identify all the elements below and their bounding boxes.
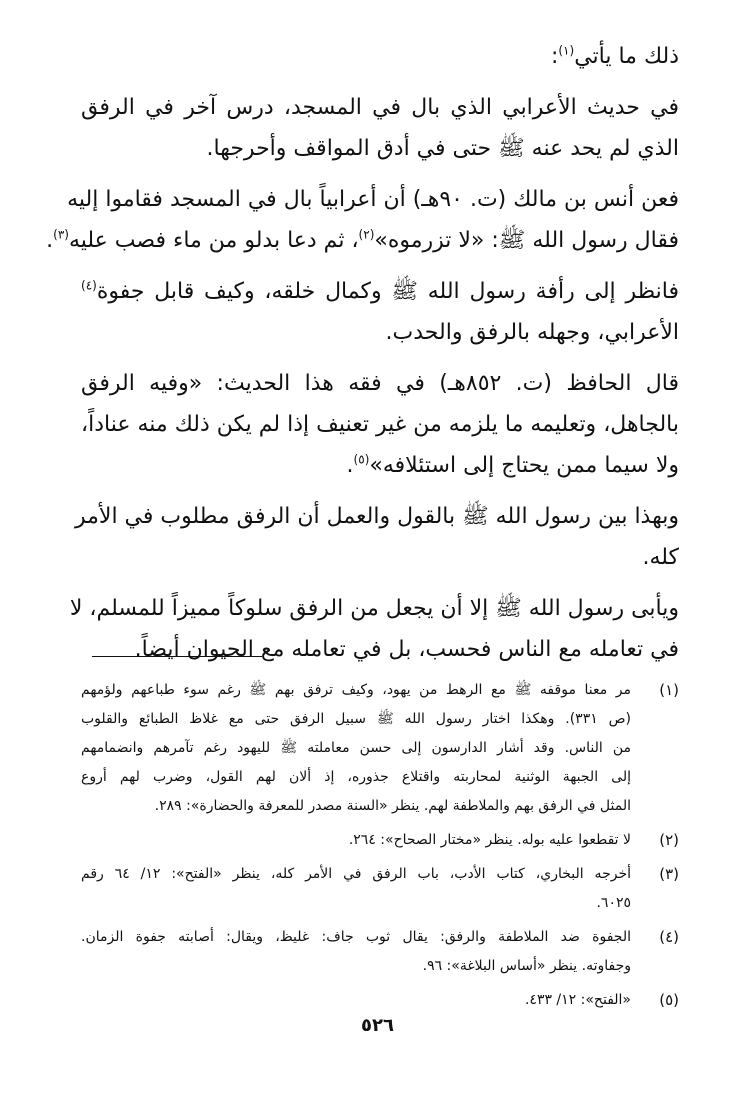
text-line: في حديث الأعرابي الذي بال في المسجد، درس آخر في الرفق xyxy=(81,95,679,120)
footnote-line: مر معنا موقفه ﷺ مع الرهط من يهود، وكيف ترفق بهم ﷺ رغم سوء طباعهم ولؤمهم xyxy=(81,682,631,698)
text-line: وبهذا بين رسول الله ﷺ بالقول والعمل أن الرفق مطلوب في الأمر xyxy=(74,504,679,529)
text-line: الأعرابي، وجهله بالرفق والحدب. xyxy=(385,320,679,345)
footnote-ref: (٢) xyxy=(358,227,375,242)
text-line: ويأبى رسول الله ﷺ إلا أن يجعل من الرفق سلوكاً مميزاً للمسلم، لا xyxy=(69,596,679,621)
footnote xyxy=(81,826,679,855)
text-line: في تعامله مع الناس فحسب، بل في تعامله مع الحيوان أيضاً. xyxy=(134,637,679,662)
footnote-number: (٤) xyxy=(659,928,679,946)
footnote xyxy=(81,676,679,821)
footnote-number: (٣) xyxy=(659,865,679,883)
footnote-separator xyxy=(92,656,262,657)
footnote-line: «الفتح»: ١٢/ ٤٣٣. xyxy=(524,992,631,1008)
footnote-number: (٥) xyxy=(659,991,679,1009)
text-line: ولا سيما ممن يحتاج إلى استئلافه»$^{(٥)}$. xyxy=(346,452,679,478)
footnote-line: وجفاوته. ينظر «أساس البلاغة»: ٩٦. xyxy=(422,958,631,974)
text-line: فانظر إلى رأفة رسول الله ﷺ وكمال خلقه، وكيف قابل جفوة$^{(٤)}$ xyxy=(81,278,679,304)
footnote-ref: (١) xyxy=(558,43,575,58)
footnote-line: إلى الجبهة الوثنية لمحاربته واقتلاع جذوره، إذ ألان لهم القول، وضرب لهم أروع xyxy=(81,769,631,785)
text-line: كله. xyxy=(642,545,679,570)
footnote xyxy=(81,923,679,981)
footnote xyxy=(81,860,679,918)
text-line: فقال رسول الله ﷺ: «لا تزرموه»$^{(٢)}$، ثم دعا بدلو من ماء فصب عليه$^{(٣)}$. xyxy=(46,227,679,253)
text-line: ذلك ما يأتي$^{(١)}$: xyxy=(550,43,679,69)
footnote-line: (ص ٣٣١). وهكذا اختار رسول الله ﷺ سبيل الرفق حتى مع غلاظ الطبائع والقلوب xyxy=(81,711,632,727)
footnote xyxy=(81,986,679,1015)
text-line: قال الحافظ (ت. ٨٥٢هـ) في فقه هذا الحديث: «وفيه الرفق xyxy=(81,371,680,396)
footnote-ref: (٤) xyxy=(81,278,97,293)
footnote-number: (١) xyxy=(659,681,679,699)
footnote-line: لا تقطعوا عليه بوله. ينظر «مختار الصحاح»: ٢٦٤. xyxy=(348,832,631,848)
footnote-line: أخرجه البخاري، كتاب الأدب، باب الرفق في الأمر كله، ينظر «الفتح»: ١٢/ ٦٤ رقم xyxy=(81,866,631,882)
page-number: ٥٢٦ xyxy=(361,1015,394,1036)
text-line: بالجاهل، وتعليمه ما يلزمه من غير تعنيف إذا لم يكن ذلك منه عناداً، xyxy=(81,412,679,437)
footnote-line: ٦٠٢٥. xyxy=(596,895,631,911)
footnote-ref: (٣) xyxy=(53,227,69,242)
footnote-line: الجفوة ضد الملاطفة والرفق: يقال ثوب جاف: غليظ، ويقال: أصابته جفوة الزمان. xyxy=(81,929,631,945)
footnote-line: المثل في الرفق بهم والملاطفة لهم. ينظر «السنة مصدر للمعرفة والحضارة»: ٢٨٩. xyxy=(154,798,631,814)
text-line: الذي لم يحد عنه ﷺ حتى في أدق المواقف وأحرجها. xyxy=(206,136,679,161)
main-text xyxy=(46,36,680,670)
footnotes xyxy=(81,676,679,1020)
footnote-number: (٢) xyxy=(659,831,679,849)
footnote-line: من الناس. وقد أشار الدارسون إلى حسن معاملته ﷺ لليهود رغم تآمرهم وانضمامهم xyxy=(81,740,631,756)
text-line: فعن أنس بن مالك (ت. ٩٠هـ) أن أعرابياً بال في المسجد فقاموا إليه xyxy=(67,187,679,212)
footnote-ref: (٥) xyxy=(353,452,370,467)
